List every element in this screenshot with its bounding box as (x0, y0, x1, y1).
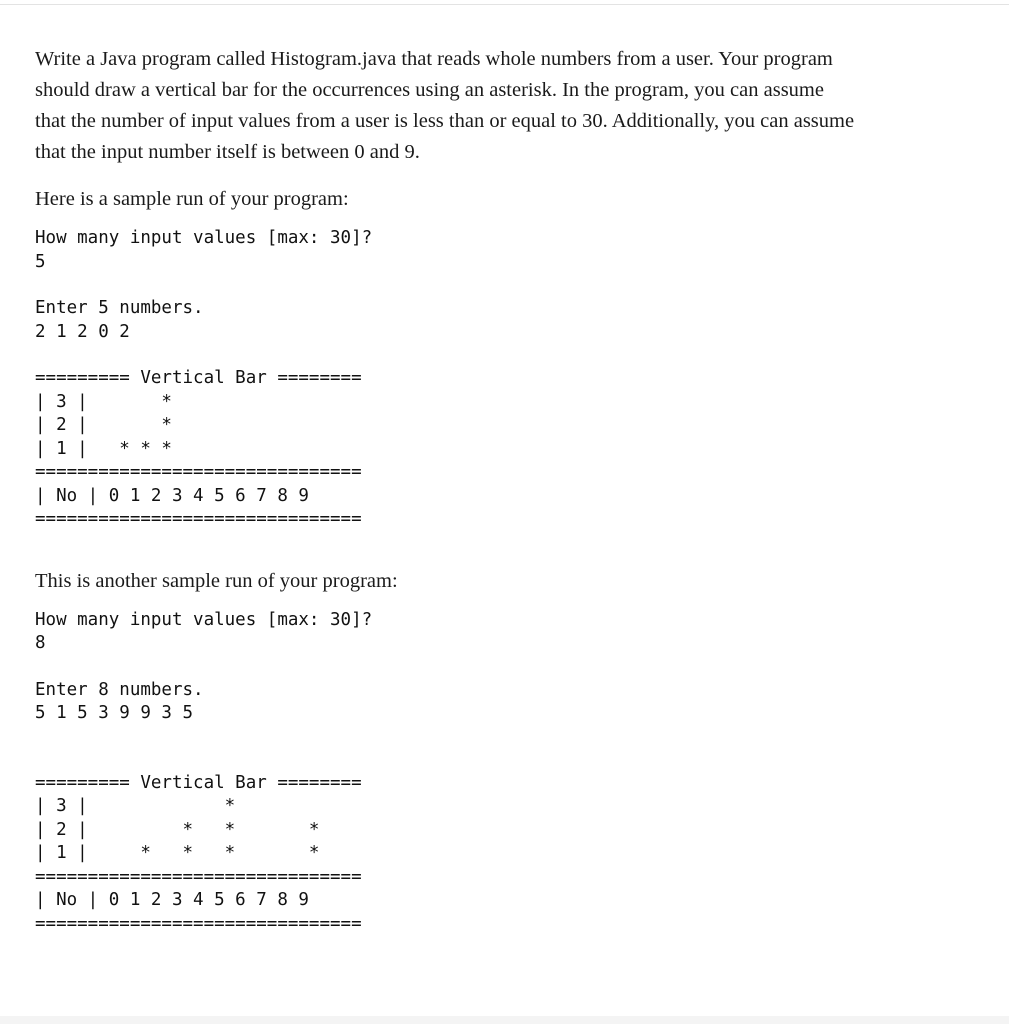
sample-run-2 (35, 609, 855, 937)
sample-2-count: 8 (35, 633, 46, 653)
sample-1-prompt: How many input values [max: 30]? (35, 228, 373, 248)
sample-run-1 (35, 227, 855, 532)
sample-2-enter-line: Enter 8 numbers. (35, 679, 204, 700)
sample-1-histogram: ========= Vertical Bar ======== | 3 | * | 2 | * | 1 | * * * =============================== | No | 0 1 2 3 4 5 6 7 8 9 =============================== (35, 368, 362, 529)
sample-1-count: 5 (35, 251, 46, 272)
sample-1-enter-line: Enter 5 numbers. (35, 298, 204, 318)
sample-run-2-heading: This is another sample run of your program: (35, 569, 398, 592)
bottom-band (0, 1016, 1009, 1024)
top-divider (0, 4, 1009, 5)
problem-statement: Write a Java program called Histogram.java that reads whole numbers from a user. Your program should draw a vertical bar for the occurrences using an asterisk. In the program, you can assume that the number of input values from a user is less than or equal to 30. Additionally, you can assume that the input number itself is between 0 and 9. (35, 48, 855, 163)
sample-1-numbers: 2 1 2 0 2 (35, 321, 130, 342)
sample-2-prompt: How many input values [max: 30]? (35, 609, 373, 630)
sample-2-numbers: 5 1 5 3 9 9 3 5 (35, 703, 194, 723)
document-body (35, 44, 855, 936)
sample-run-1-heading: Here is a sample run of your program: (35, 188, 349, 210)
sample-2-histogram: ========= Vertical Bar ======== | 3 | * | 2 | * * * | 1 | * * * * =============================== | No | 0 1 2 3 4 5 6 7 8 9 =============================== (35, 772, 362, 934)
